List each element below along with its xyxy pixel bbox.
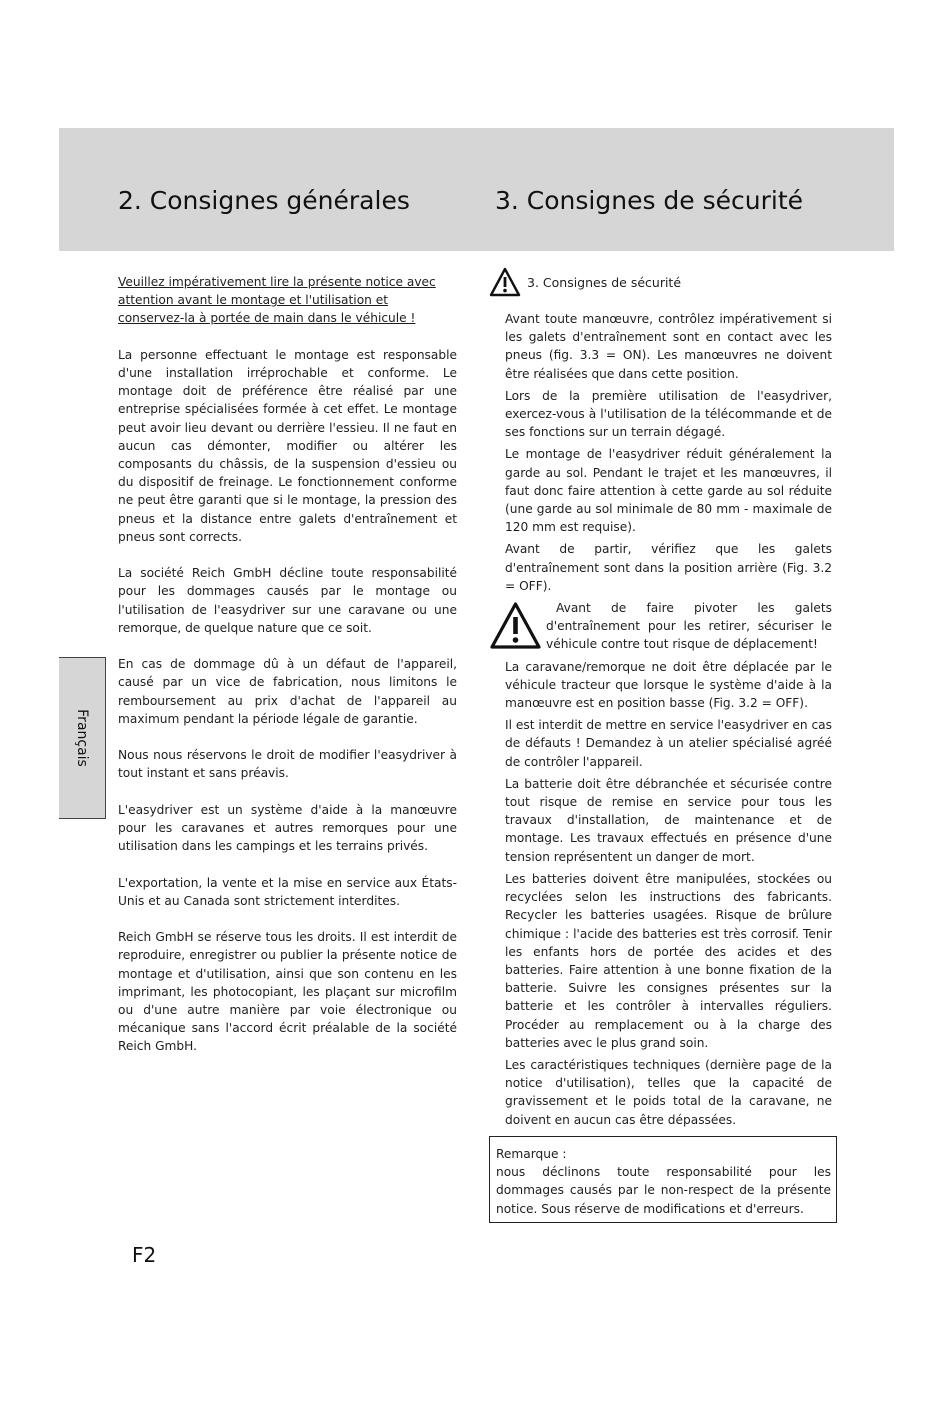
paragraph: La société Reich GmbH décline toute responsabilité pour les dommages causés par le montage ou l'utilisation de l'easydriver sur une caravane ou une remorque, de quelque nature que ce soit. xyxy=(118,566,457,635)
paragraph: Les caractéristiques techniques (dernière page de la notice d'utilisation), telles que la capacité de gravissement et le poids total de la caravane, ne doivent en aucun cas être dépassées. xyxy=(505,1057,832,1127)
paragraph: La personne effectuant le montage est responsable d'une installation irréprochable et conforme. Le montage doit de préférence être réalisé par une entreprise spécialisées formée à cet effet. Le montage peut avoir lieu devant ou derrière l'essieu. Il ne faut en aucun cas démonter, modifier ou altérer les composants du châssis, de la suspension d'essieu ou du dispositif de freinage. Le fonctionnement conforme ne peut être garanti que si le montage, la pression des pneus et la distance entre galets d'entraînement et pneus sont corrects. xyxy=(118,347,457,544)
warning-paragraph xyxy=(505,599,832,654)
warning-triangle-icon xyxy=(489,267,521,297)
section-title-safety: 3. Consignes de sécurité xyxy=(495,186,804,215)
paragraph: Avant de partir, vérifiez que les galets d'entraînement sont dans la position arrière (Fig. 3.2 = OFF). xyxy=(505,542,832,593)
paragraph: L'exportation, la vente et la mise en service aux États-Unis et au Canada sont strictement interdites. xyxy=(118,875,457,908)
paragraph: L'easydriver est un système d'aide à la manœuvre pour les caravanes et autres remorques pour une utilisation dans les campings et les terrains privés. xyxy=(118,802,457,854)
note-text: nous déclinons toute responsabilité pour les dommages causés par le non-respect de la présente notice. Sous réserve de modifications et d'erreurs. xyxy=(496,1165,831,1216)
language-label: Français xyxy=(74,709,90,767)
lead-notice: Veuillez impérativement lire la présente notice avec attention avant le montage et l'utilisation et conservez-la à portée de main dans le véhicule ! xyxy=(118,275,436,326)
language-tab xyxy=(59,657,106,819)
warning-heading-label: 3. Consignes de sécurité xyxy=(527,274,682,290)
warning-triangle-icon xyxy=(489,601,542,651)
paragraph: La caravane/remorque ne doit être déplacée par le véhicule tracteur que lorsque le système d'aide à la manœuvre est en position basse (Fig. 3.2 = OFF). xyxy=(505,659,832,711)
paragraph: Avant toute manœuvre, contrôlez impérativement si les galets d'entraînement sont en contact avec les pneus (fig. 3.3 = ON). Les manœuvres ne doivent être réalisées que dans cette position. xyxy=(505,312,832,381)
paragraph: Il est interdit de mettre en service l'easydriver en cas de défauts ! Demandez à un atelier spécialisé agréé de contrôler l'appareil. xyxy=(505,718,832,769)
safety-warning-heading xyxy=(489,266,681,298)
safety-notes-column xyxy=(505,310,832,1133)
page-number: F2 xyxy=(132,1243,157,1267)
paragraph: Lors de la première utilisation de l'easydriver, exercez-vous à l'utilisation de la télécommande et de ses fonctions sur un terrain dégagé. xyxy=(505,388,832,440)
general-notes-column xyxy=(118,273,457,1074)
paragraph: Reich GmbH se réserve tous les droits. Il est interdit de reproduire, enregistrer ou publier la présente notice de montage et d'utilisation, ainsi que son contenu en les imprimant, les photocopiant, les plaçant sur microfilm ou d'une autre manière par voie électronique ou mécanique sans l'accord écrit préalable de la société Reich GmbH. xyxy=(118,930,457,1054)
warning-text: Avant de faire pivoter les galets d'entraînement pour les retirer, sécuriser le véhicule contre tout risque de déplacement! xyxy=(546,601,832,652)
paragraph: La batterie doit être débranchée et sécurisée contre tout risque de remise en service pour tous les travaux d'installation, de maintenance et de montage. Les travaux effectués en présence d'une tension représentent un danger de mort. xyxy=(505,776,832,864)
note-title: Remarque : xyxy=(496,1147,567,1161)
paragraph: Le montage de l'easydriver réduit généralement la garde au sol. Pendant le trajet et les manœuvres, il faut donc faire attention à cette garde au sol réduite (une garde au sol minimale de 80 mm - maximale de 120 mm est requise). xyxy=(505,447,832,535)
paragraph: Les batteries doivent être manipulées, stockées ou recyclées selon les instructions des fabricants. Recycler les batteries usagées. Risque de brûlure chimique : l'acide des batteries est très corrosif. Tenir les enfants hors de portée des acides et des batteries. Faire attention à une bonne fixation de la batterie. Suivre les consignes présentes sur la batterie et les contrôler à intervalles réguliers. Procéder au remplacement ou à la charge des batteries avec le plus grand soin. xyxy=(505,871,832,1050)
paragraph: Nous nous réservons le droit de modifier l'easydriver à tout instant et sans préavis. xyxy=(118,748,457,781)
section-title-general: 2. Consignes générales xyxy=(118,186,410,215)
paragraph: En cas de dommage dû à un défaut de l'appareil, causé par un vice de fabrication, nous limitons le remboursement au prix d'achat de l'appareil au maximum pendant la période légale de garantie. xyxy=(118,657,457,726)
note-box xyxy=(489,1136,837,1223)
